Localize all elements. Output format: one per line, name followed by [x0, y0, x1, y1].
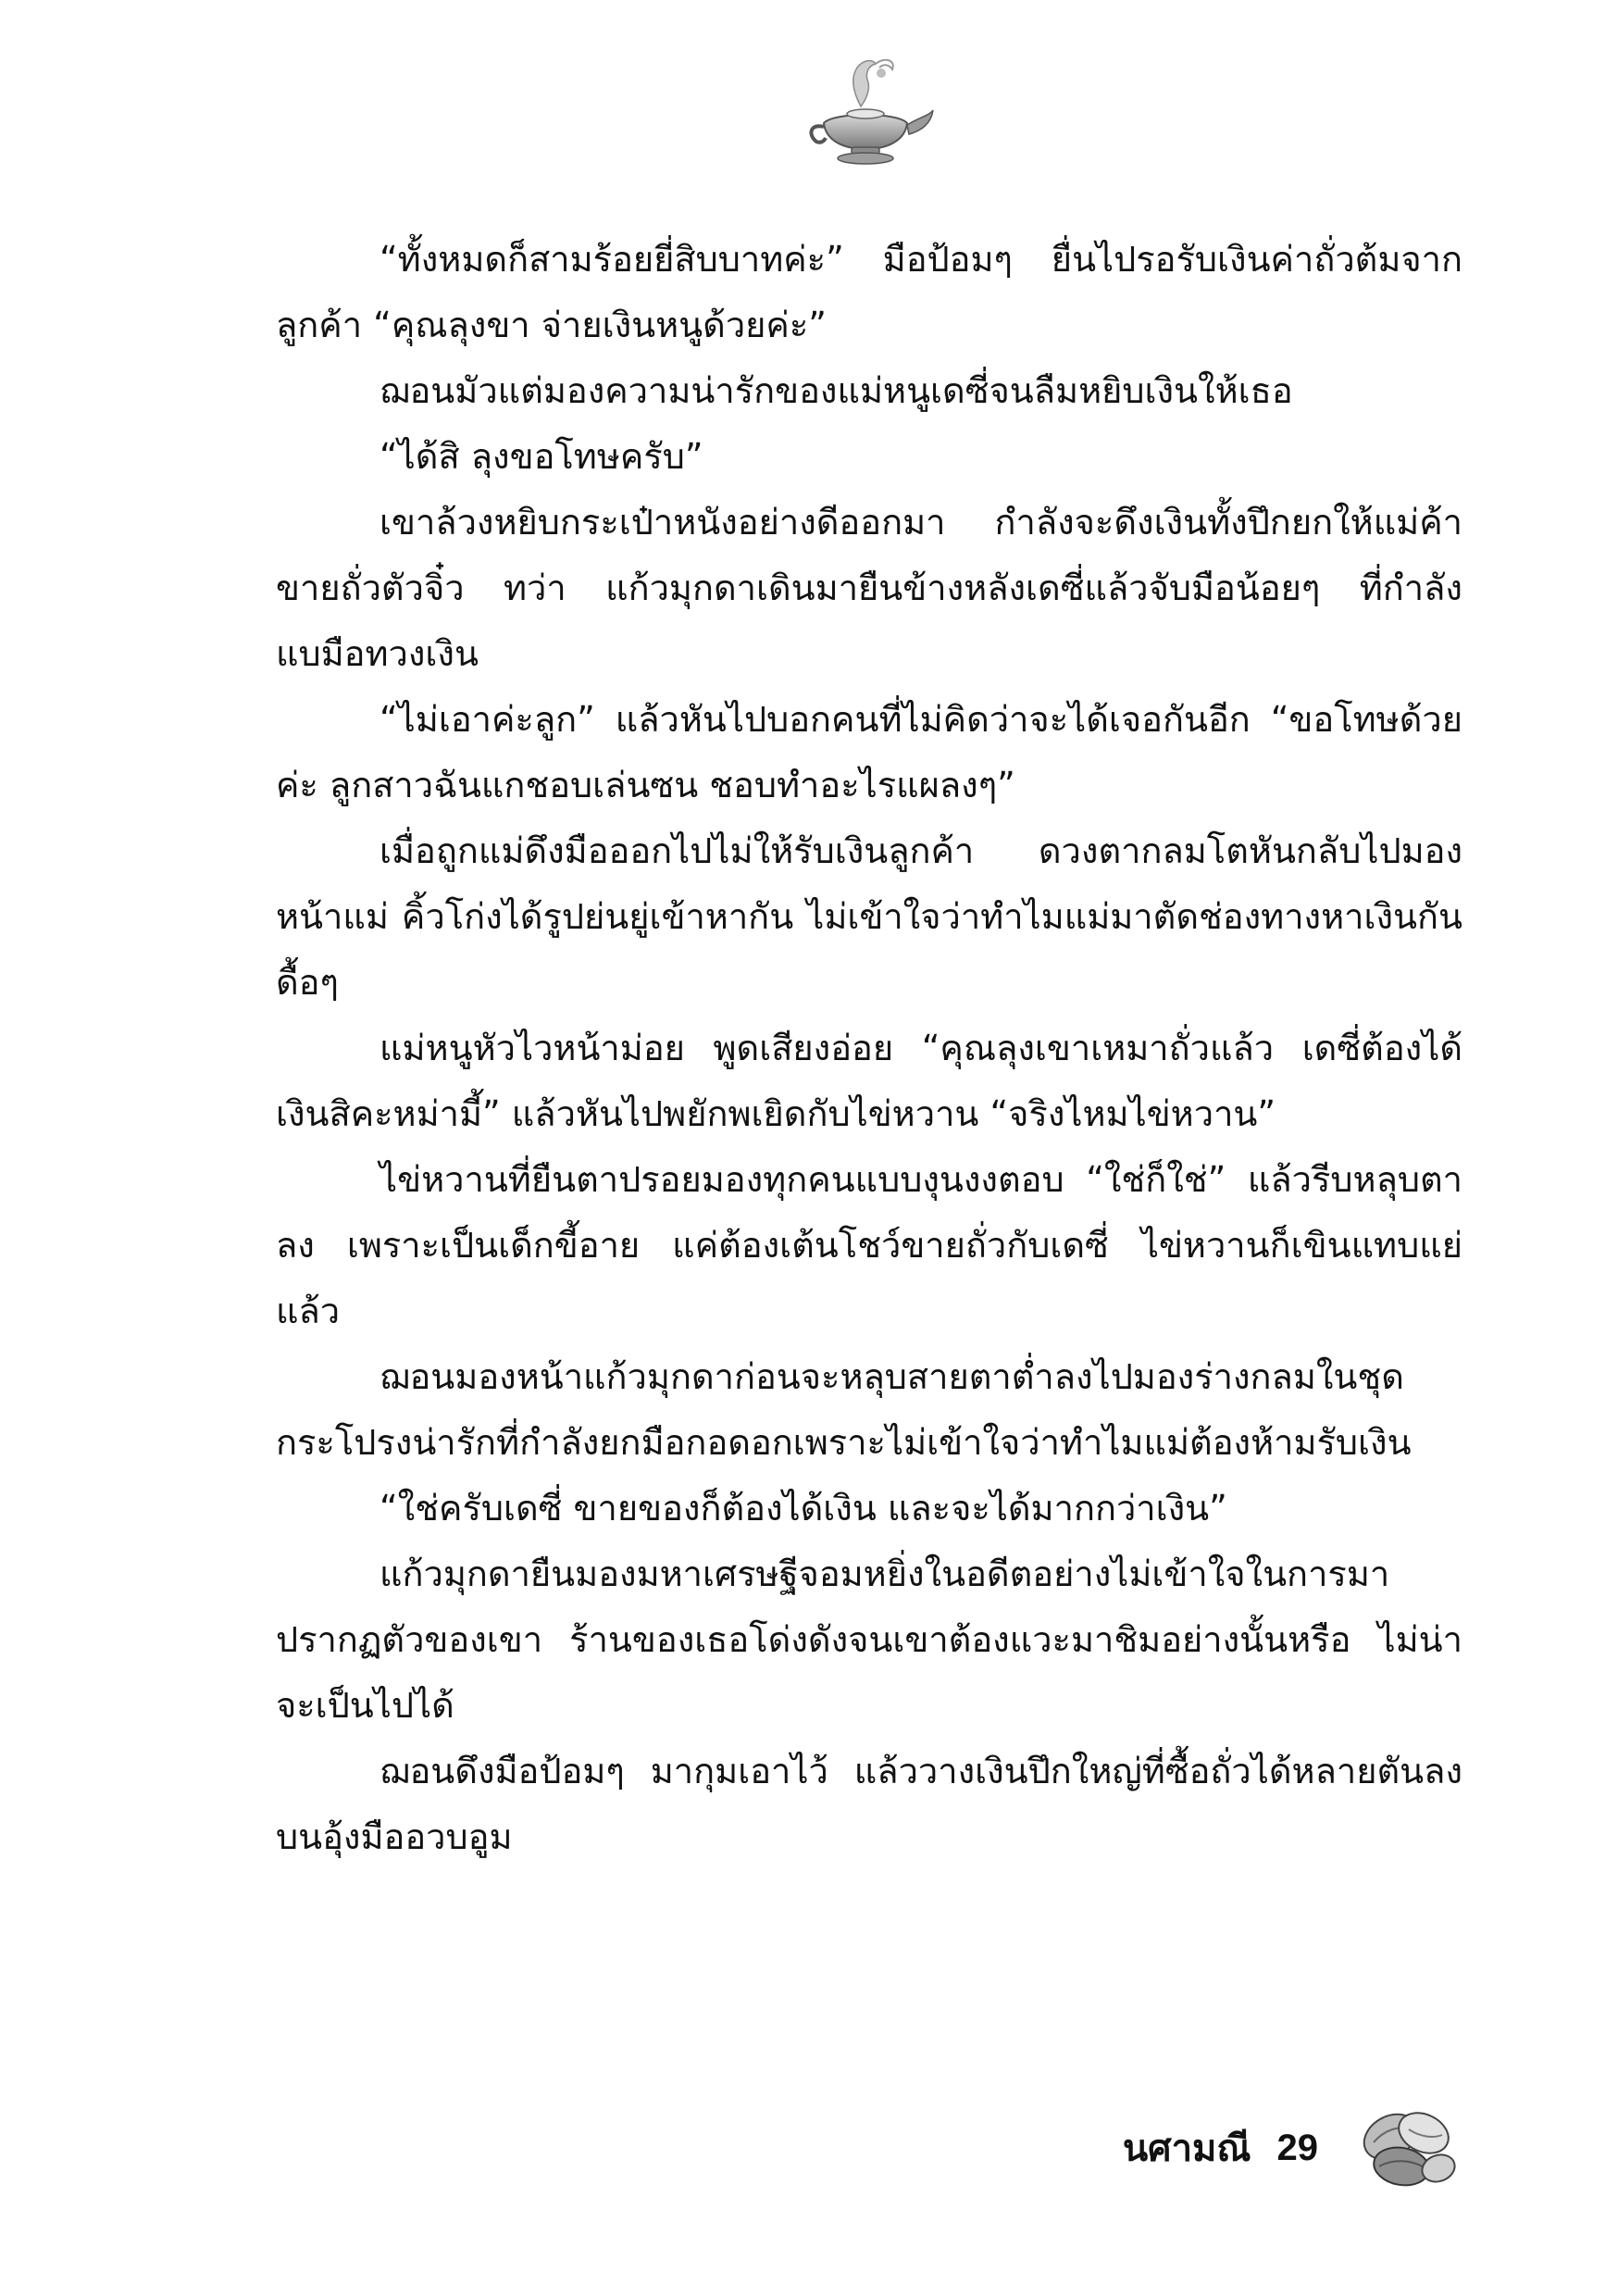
footer-author: นศามณี: [1122, 2128, 1251, 2169]
paragraph: ฌอนดึงมือป้อมๆ มากุมเอาไว้ แล้ววางเงินปึกใหญ่ที่ซื้อถั่วได้หลายตันลงบนอุ้งมืออวบอูม: [276, 1751, 1462, 1857]
genie-lamp-icon: [796, 51, 935, 167]
paragraph: แม่หนูหัวไวหน้าม่อย พูดเสียงอ่อย “คุณลุงเขาเหมาถั่วแล้ว เดซี่ต้องได้เงินสิคะหม่ามี้” แล้วหันไปพยักพเยิดกับไข่หวาน “จริงไหมไข่หวาน”: [276, 1028, 1462, 1134]
paragraph: “ไม่เอาค่ะลูก” แล้วหันไปบอกคนที่ไม่คิดว่าจะได้เจอกันอีก “ขอโทษด้วยค่ะ ลูกสาวฉันแกชอบเล่นซน ชอบทำอะไรแผลงๆ”: [276, 699, 1462, 805]
paragraph: ไข่หวานที่ยืนตาปรอยมองทุกคนแบบงุนงงตอบ “ใช่ก็ใช่” แล้วรีบหลุบตาลง เพราะเป็นเด็กขี้อาย แค่ต้องเต้นโชว์ขายถั่วกับเดซี่ ไข่หวานก็เขินแทบแย่แล้ว: [276, 1159, 1462, 1331]
page-number: 29: [1276, 2127, 1318, 2168]
paragraph: เมื่อถูกแม่ดึงมือออกไปไม่ให้รับเงินลูกค้า ดวงตากลมโตหันกลับไปมองหน้าแม่ คิ้วโก่งได้รูปย่นยู่เข้าหากัน ไม่เข้าใจว่าทำไมแม่มาตัดช่องทางหาเงินกันดื้อๆ: [276, 830, 1462, 1003]
paragraph: ฌอนมองหน้าแก้วมุกดาก่อนจะหลุบสายตาต่ำลงไปมองร่างกลมในชุดกระโปรงน่ารักที่กำลังยกมือกอดอกเพราะไม่เข้าใจว่าทำไมแม่ต้องห้ามรับเงิน: [276, 1356, 1412, 1463]
paragraph: แก้วมุกดายืนมองมหาเศรษฐีจอมหยิ่งในอดีตอย่างไม่เข้าใจในการมาปรากฏตัวของเขา ร้านของเธอโด่งดังจนเขาต้องแวะมาชิมอย่างนั้นหรือ ไม่น่าจะเป็นไปได้: [276, 1554, 1462, 1726]
story-text: [276, 227, 1462, 1870]
beans-icon: [1353, 2102, 1462, 2194]
paragraph: เขาล้วงหยิบกระเป๋าหนังอย่างดีออกมา กำลังจะดึงเงินทั้งปึกยกให้แม่ค้าขายถั่วตัวจิ๋ว ทว่า แก้วมุกดาเดินมายืนข้างหลังเดซี่แล้วจับมือน้อยๆ ที่กำลังแบมือทวงเงิน: [276, 502, 1462, 674]
paragraph: “ใช่ครับเดซี่ ขายของก็ต้องได้เงิน และจะได้มากกว่าเงิน”: [380, 1488, 1227, 1529]
paragraph: ฌอนมัวแต่มองความน่ารักของแม่หนูเดซี่จนลืมหยิบเงินให้เธอ: [380, 370, 1293, 411]
paragraph: “ได้สิ ลุงขอโทษครับ”: [380, 436, 703, 477]
paragraph: “ทั้งหมดก็สามร้อยยี่สิบบาทค่ะ” มือป้อมๆ ยื่นไปรอรับเงินค่าถั่วต้มจากลูกค้า “คุณลุงขา จ่ายเงินหนูด้วยค่ะ”: [276, 239, 1462, 345]
page-footer: [1123, 2102, 1462, 2194]
